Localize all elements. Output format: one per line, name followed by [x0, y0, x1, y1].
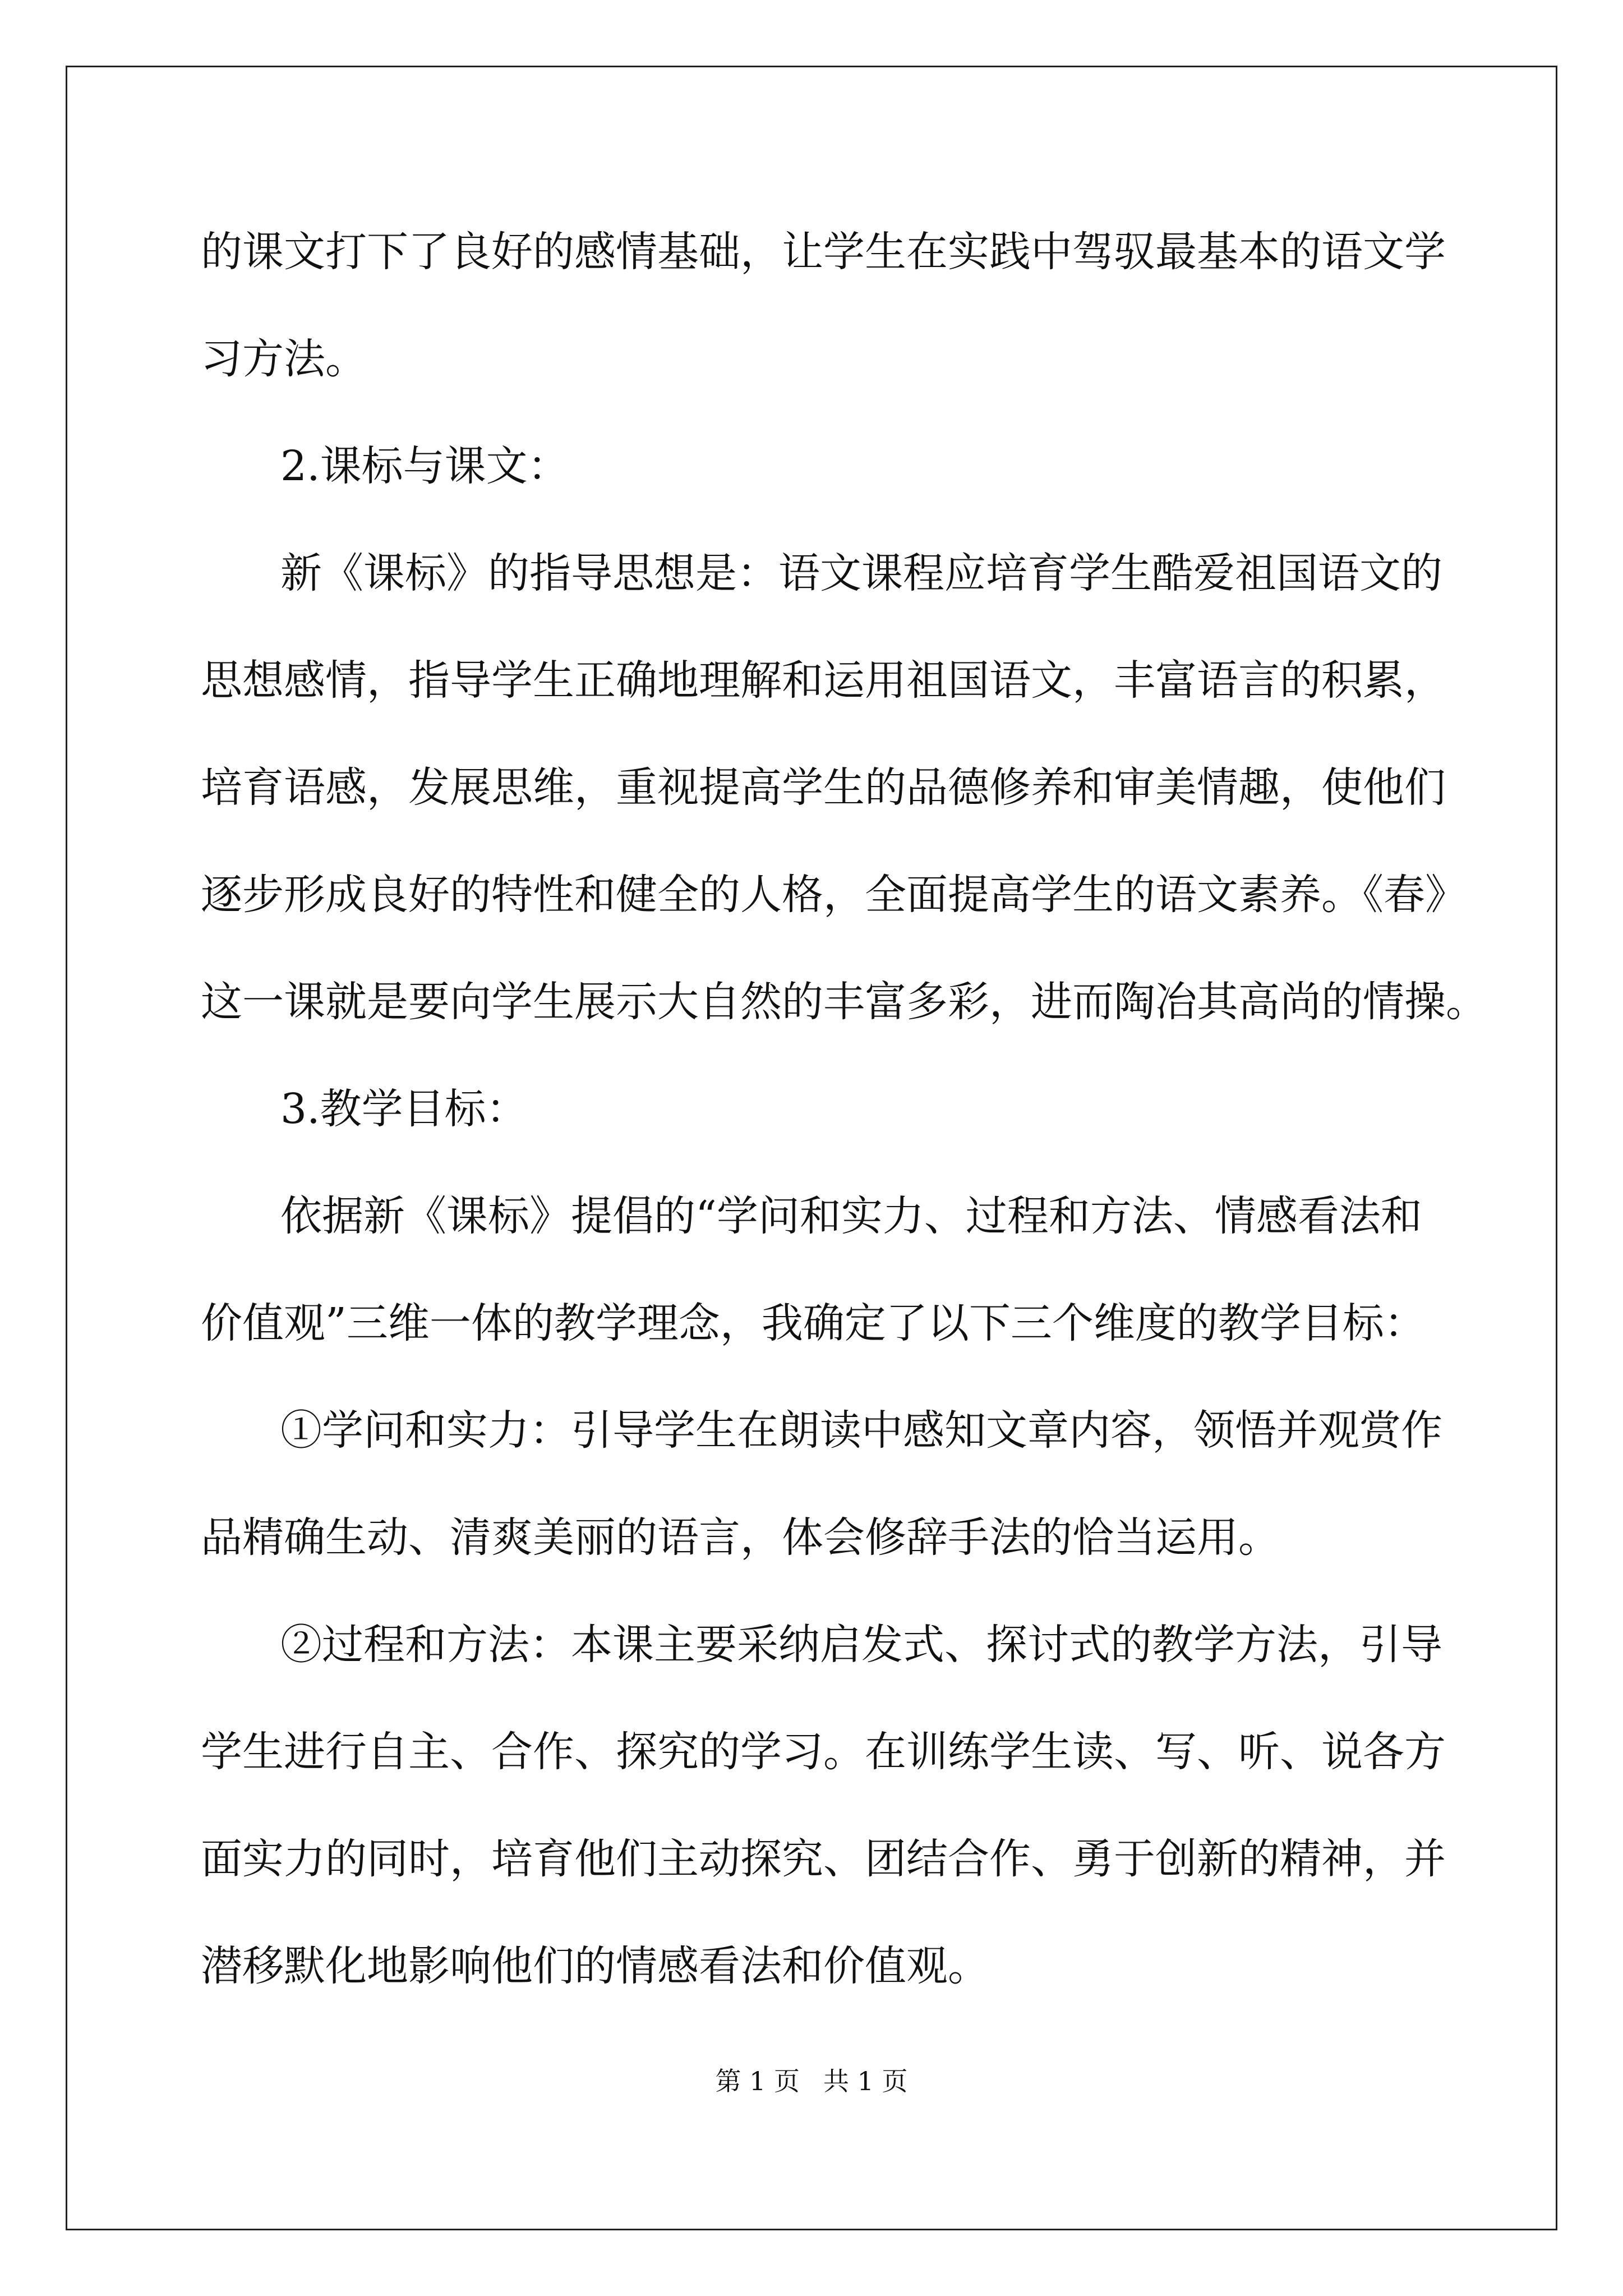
paragraph-line: 这一课就是要向学生展示大自然的丰富多彩，进而陶冶其高尚的情操。	[201, 978, 1487, 1026]
paragraph-line: 潜移默化地影响他们的情感看法和价值观。	[201, 1942, 989, 1990]
document-body	[201, 210, 1487, 2031]
paragraph-line: 习方法。	[201, 335, 367, 383]
paragraph-line: 新《课标》的指导思想是：语文课程应培育学生酷爱祖国语文的	[280, 549, 1442, 597]
paragraph-line: 品精确生动、清爽美丽的语言，体会修辞手法的恰当运用。	[201, 1513, 1280, 1562]
paragraph-line: ②过程和方法：本课主要采纳启发式、探讨式的教学方法，引导	[280, 1621, 1442, 1669]
paragraph-line: 学生进行自主、合作、探究的学习。在训练学生读、写、听、说各方	[201, 1728, 1446, 1776]
page-number-current: 第 1 页	[715, 2066, 800, 2096]
page-number-total: 共 1 页	[823, 2066, 908, 2096]
paragraph-line: 价值观”三维一体的教学理念，我确定了以下三个维度的教学目标：	[201, 1299, 1426, 1347]
paragraph-line: ①学问和实力：引导学生在朗读中感知文章内容，领悟并观赏作	[280, 1406, 1442, 1455]
section-heading: 2.课标与课文：	[280, 442, 569, 490]
paragraph-line: 培育语感，发展思维，重视提高学生的品德修养和审美情趣，使他们	[201, 763, 1446, 812]
paragraph-line: 的课文打下了良好的感情基础，让学生在实践中驾驭最基本的语文学	[201, 228, 1446, 276]
page-footer	[0, 2064, 1623, 2098]
paragraph-line: 依据新《课标》提倡的“学问和实力、过程和方法、情感看法和	[280, 1192, 1422, 1240]
paragraph-line: 思想感情，指导学生正确地理解和运用祖国语文，丰富语言的积累，	[201, 656, 1446, 705]
paragraph-line: 逐步形成良好的特性和健全的人格，全面提高学生的语文素养。《春》	[201, 871, 1467, 919]
paragraph-line: 面实力的同时，培育他们主动探究、团结合作、勇于创新的精神，并	[201, 1835, 1446, 1883]
section-heading: 3.教学目标：	[280, 1085, 528, 1133]
